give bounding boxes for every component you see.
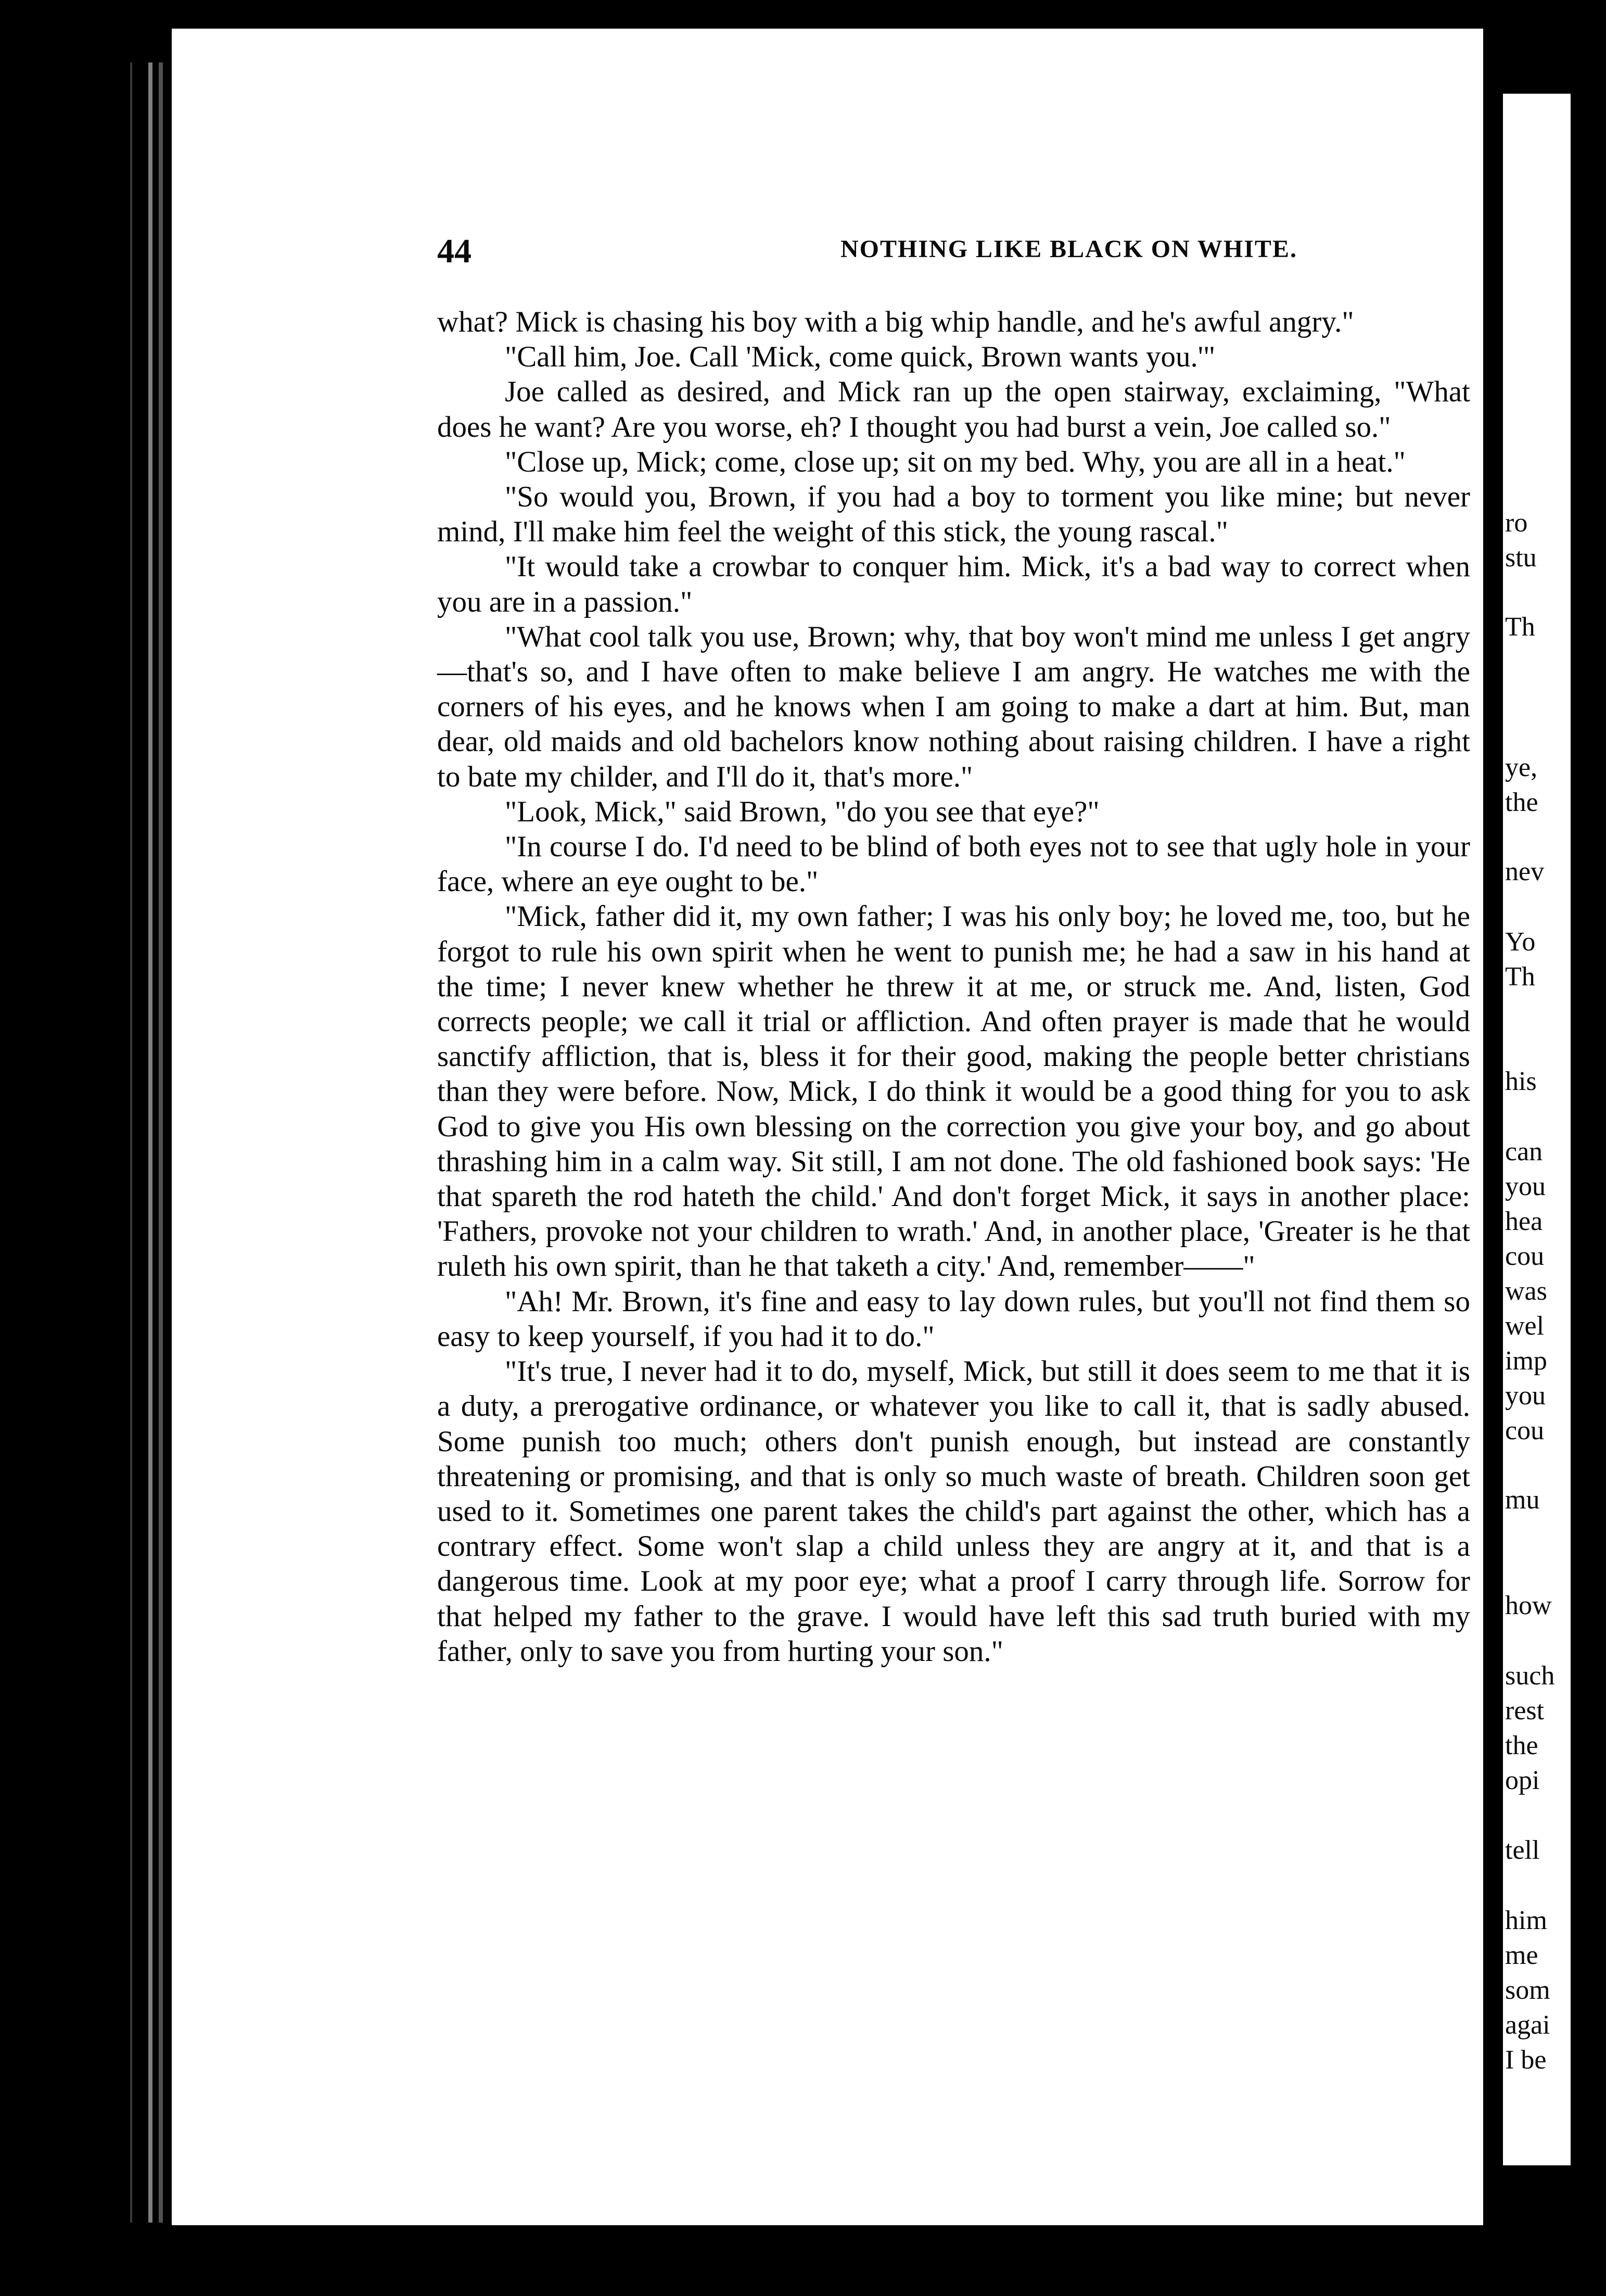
adjacent-page-fragment: cou (1505, 1416, 1545, 1445)
paragraph: "Call him, Joe. Call 'Mick, come quick, Brown wants you.'" (505, 340, 1216, 374)
adjacent-page-fragment: his (1505, 1067, 1537, 1096)
adjacent-page-fragment: imp (1505, 1346, 1547, 1376)
adjacent-page-fragment: the (1505, 788, 1538, 817)
adjacent-page-fragment: I be (1505, 2045, 1547, 2075)
adjacent-page-fragment: nev (1505, 857, 1545, 886)
adjacent-page-fragment: wel (1505, 1311, 1545, 1341)
body-text (437, 305, 1470, 1669)
adjacent-page-fragment: Yo (1505, 927, 1536, 957)
adjacent-page-fragment: such (1505, 1661, 1555, 1691)
adjacent-page-fragment: hea (1505, 1207, 1543, 1236)
adjacent-page-fragment: som (1505, 1975, 1550, 2005)
paragraph: "Mick, father did it, my own father; I was his only boy; he loved me, too, but he forgot to rule his own spirit when he went to punish me; he had a saw in his hand at the time; I never knew whether he threw it at me, or struck me. And, listen, God corrects people; we call it trial or affliction. And often prayer is made that he would sanctify affliction, that is, bless it for their good, making the people better christians than they were before. Now, Mick, I do think it would be a good thing for you to ask God to give you His own blessing on the correction you give your boy, and go about thrashing him in a calm way. Sit still, I am not done. The old fashioned book says: 'He that spareth the rod hateth the child.' And don't forget Mick, it says in another place: 'Fathers, provoke not your children to wrath.' And, in another place, 'Greater is he that ruleth his own spirit, than he that taketh a city.' And, remember——" (437, 900, 1470, 1283)
page-number: 44 (437, 232, 471, 270)
adjacent-page-fragment: how (1505, 1591, 1552, 1620)
paragraph: "It would take a crowbar to conquer him. Mick, it's a bad way to correct when you are in a passion." (437, 550, 1470, 618)
adjacent-page-fragment: Th (1505, 612, 1535, 642)
adjacent-page-fragment: me (1505, 1940, 1538, 1970)
paragraph: "Look, Mick," said Brown, "do you see that eye?" (505, 795, 1100, 828)
book-gutter (0, 0, 172, 2296)
adjacent-page-fragment: him (1505, 1906, 1547, 1935)
adjacent-page-fragment: the (1505, 1731, 1538, 1760)
adjacent-page-fragment: was (1505, 1276, 1547, 1306)
adjacent-page-fragment: mu (1505, 1485, 1540, 1515)
adjacent-page-strip (1503, 94, 1571, 2165)
paragraph: "It's true, I never had it to do, myself, Mick, but still it does seem to me that it is a duty, a prerogative ordinance, or whatever you like to call it, that is sadly abused. Some punish too much; others don't punish enough, but instead are constantly threatening or promising, and that is only so much waste of breath. Children soon get used to it. Sometimes one parent takes the child's part against the other, which has a contrary effect. Some won't slap a child unless they are angry at it, and that is a dangerous time. Look at my poor eye; what a proof I carry through life. Sorrow for that helped my father to the grave. I would have left this sad truth buried with my father, only to save you from hurting your son." (437, 1355, 1470, 1668)
adjacent-page-fragment: you (1505, 1172, 1546, 1201)
adjacent-page-fragment: rest (1505, 1696, 1545, 1726)
gutter-streak (148, 62, 152, 2223)
paragraph: "What cool talk you use, Brown; why, that boy won't mind me unless I get angry—that's so, and I have often to make believe I am angry. He watches me with the corners of his eyes, and he knows when I am going to make a dart at him. But, man dear, old maids and old bachelors know nothing about raising children. I have a right to bate my childer, and I'll do it, that's more." (437, 620, 1470, 793)
adjacent-page-fragment: can (1505, 1137, 1543, 1166)
paragraph: "In course I do. I'd need to be blind of both eyes not to see that ugly hole in your face, where an eye ought to be." (437, 830, 1470, 898)
adjacent-page-fragment: ye, (1505, 753, 1538, 782)
adjacent-page-fragment: tell (1505, 1835, 1540, 1865)
adjacent-page-fragment: you (1505, 1381, 1546, 1411)
paragraph: "So would you, Brown, if you had a boy to torment you like mine; but never mind, I'll make him feel the weight of this stick, the young rascal." (437, 480, 1470, 549)
gutter-streak (130, 62, 132, 2223)
adjacent-page-fragment: cou (1505, 1241, 1545, 1271)
paragraph: what? Mick is chasing his boy with a big whip handle, and he's awful angry." (437, 306, 1354, 338)
running-title: NOTHING LIKE BLACK ON WHITE. (840, 235, 1297, 263)
paragraph: Joe called as desired, and Mick ran up the open stairway, exclaiming, "What does he want? Are you worse, eh? I thought you had burst a vein, Joe called so." (437, 375, 1470, 443)
paragraph: "Close up, Mick; come, close up; sit on my bed. Why, you are all in a heat." (505, 445, 1406, 478)
book-page (172, 29, 1483, 2225)
adjacent-page-fragment: opi (1505, 1766, 1540, 1795)
adjacent-page-fragment: stu (1505, 543, 1537, 573)
adjacent-page-fragment: ro (1505, 508, 1528, 538)
paragraph: "Ah! Mr. Brown, it's fine and easy to lay down rules, but you'll not find them so easy to keep yourself, if you had it to do." (437, 1285, 1470, 1353)
page-divider (1484, 94, 1503, 2165)
adjacent-page-fragment: Th (1505, 962, 1535, 992)
adjacent-page-fragment: agai (1505, 2010, 1550, 2040)
gutter-streak (159, 62, 163, 2223)
